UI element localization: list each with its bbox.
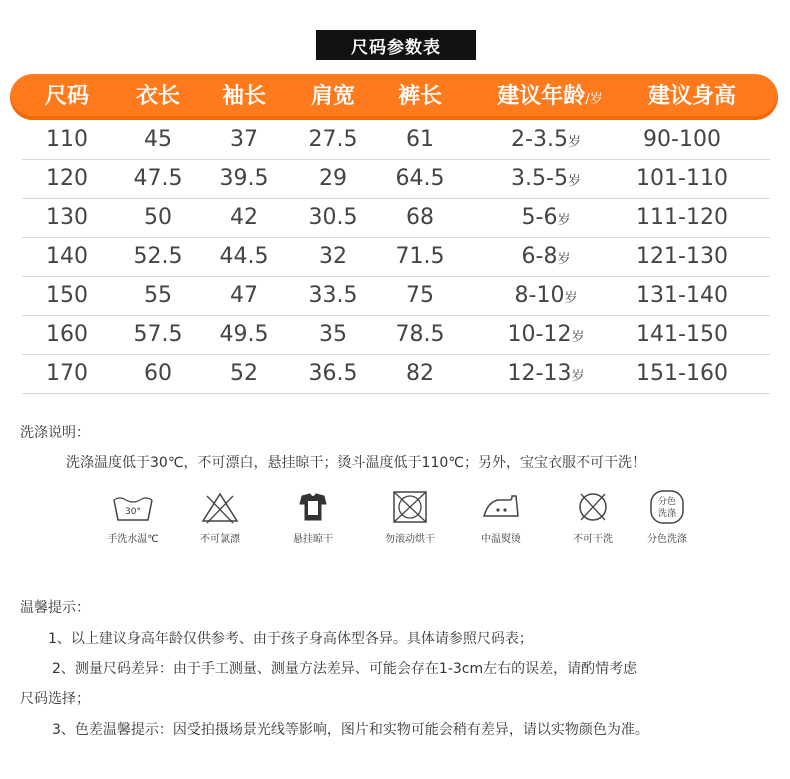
cell-pants: 75 [406,283,434,308]
cell-age: 2-3.5岁 [511,127,581,152]
table-row [22,160,770,199]
cell-length: 60 [144,361,172,386]
header-age: 建议年龄/岁 [497,84,603,109]
header-length: 衣长 [135,84,181,109]
cell-pants: 71.5 [395,244,445,269]
header-shoulder: 肩宽 [310,84,356,109]
tip-2: 2、测量尺码差异：由于手工测量、测量方法差异、可能会存在1-3cm左右的误差，请酌情考虑 [52,661,638,677]
cell-sleeve: 37 [230,127,258,152]
cell-shoulder: 32 [319,244,347,269]
cell-length: 57.5 [133,322,183,347]
header-size: 尺码 [44,84,90,109]
cell-age: 8-10岁 [514,283,578,308]
hand-wash-label: 手洗水温℃ [107,534,159,545]
cell-size: 120 [46,166,88,191]
hang-dry-icon [288,490,338,524]
cell-size: 110 [46,127,88,152]
cell-shoulder: 29 [319,166,347,191]
cell-shoulder: 30.5 [308,205,358,230]
cell-age: 12-13岁 [507,361,585,386]
cell-length: 45 [144,127,172,152]
cell-length: 50 [144,205,172,230]
cell-sleeve: 44.5 [219,244,269,269]
cell-shoulder: 33.5 [308,283,358,308]
cell-height: 131-140 [636,283,728,308]
cell-sleeve: 47 [230,283,258,308]
no-tumble-dry-label: 勿滚动烘干 [385,534,435,545]
cell-height: 121-130 [636,244,728,269]
cell-height: 90-100 [643,127,721,152]
cell-pants: 78.5 [395,322,445,347]
no-tumble-dry-icon [385,490,435,524]
cell-length: 55 [144,283,172,308]
table-row [22,199,770,238]
hang-dry-label: 悬挂晾干 [293,534,333,545]
wash-text: 洗涤温度低于30℃，不可漂白，悬挂晾干；烫斗温度低于110℃；另外，宝宝衣服不可干洗！ [66,455,646,471]
cell-height: 151-160 [636,361,728,386]
table-row [22,121,770,160]
page-title: 尺码参数表 [316,30,476,60]
header-height: 建议身高 [647,84,737,109]
header-pants: 裤长 [397,84,443,109]
tip-3: 3、色差温馨提示：因受拍摄场景光线等影响，图片和实物可能会稍有差异，请以实物颜色为准。 [52,722,649,738]
cell-shoulder: 36.5 [308,361,358,386]
cell-size: 130 [46,205,88,230]
row-divider [22,393,770,394]
cell-size: 150 [46,283,88,308]
cell-age: 5-6岁 [521,205,571,230]
no-bleach-icon [195,490,245,524]
cell-sleeve: 52 [230,361,258,386]
wash-label: 洗涤说明： [20,425,90,441]
table-row [22,238,770,277]
header-sleeve: 袖长 [221,84,267,109]
tip-2-cont: 尺码选择； [20,691,90,707]
cell-sleeve: 42 [230,205,258,230]
cell-length: 47.5 [133,166,183,191]
cell-pants: 64.5 [395,166,445,191]
iron-medium-label: 中温熨烫 [481,534,521,545]
cell-pants: 82 [406,361,434,386]
cell-sleeve: 49.5 [219,322,269,347]
cell-size: 140 [46,244,88,269]
cell-age: 6-8岁 [521,244,571,269]
wash-separately-icon [642,490,692,524]
no-dry-clean-label: 不可干洗 [573,534,613,545]
hand-wash-icon [108,490,158,524]
wash-separately-label: 分色洗涤 [647,534,687,545]
tip-1: 1、以上建议身高年龄仅供参考、由于孩子身高体型各异。具体请参照尺码表； [48,631,533,647]
no-dry-clean-icon [568,490,618,524]
cell-shoulder: 35 [319,322,347,347]
table-header [10,74,778,120]
tips-label: 温馨提示： [20,600,90,616]
cell-age: 3.5-5岁 [511,166,581,191]
iron-medium-icon [476,490,526,524]
cell-shoulder: 27.5 [308,127,358,152]
cell-sleeve: 39.5 [219,166,269,191]
table-row [22,316,770,355]
cell-height: 141-150 [636,322,728,347]
cell-pants: 68 [406,205,434,230]
cell-height: 101-110 [636,166,728,191]
cell-size: 160 [46,322,88,347]
svg-text:分色: 分色 [657,497,677,507]
cell-height: 111-120 [636,205,728,230]
table-row [22,355,770,394]
cell-age: 10-12岁 [507,322,585,347]
no-bleach-label: 不可氯漂 [200,534,240,545]
hand-wash-temp: 30° [125,507,141,517]
cell-size: 170 [46,361,88,386]
table-row [22,277,770,316]
cell-pants: 61 [406,127,434,152]
cell-length: 52.5 [133,244,183,269]
svg-text:洗涤: 洗涤 [657,509,677,519]
